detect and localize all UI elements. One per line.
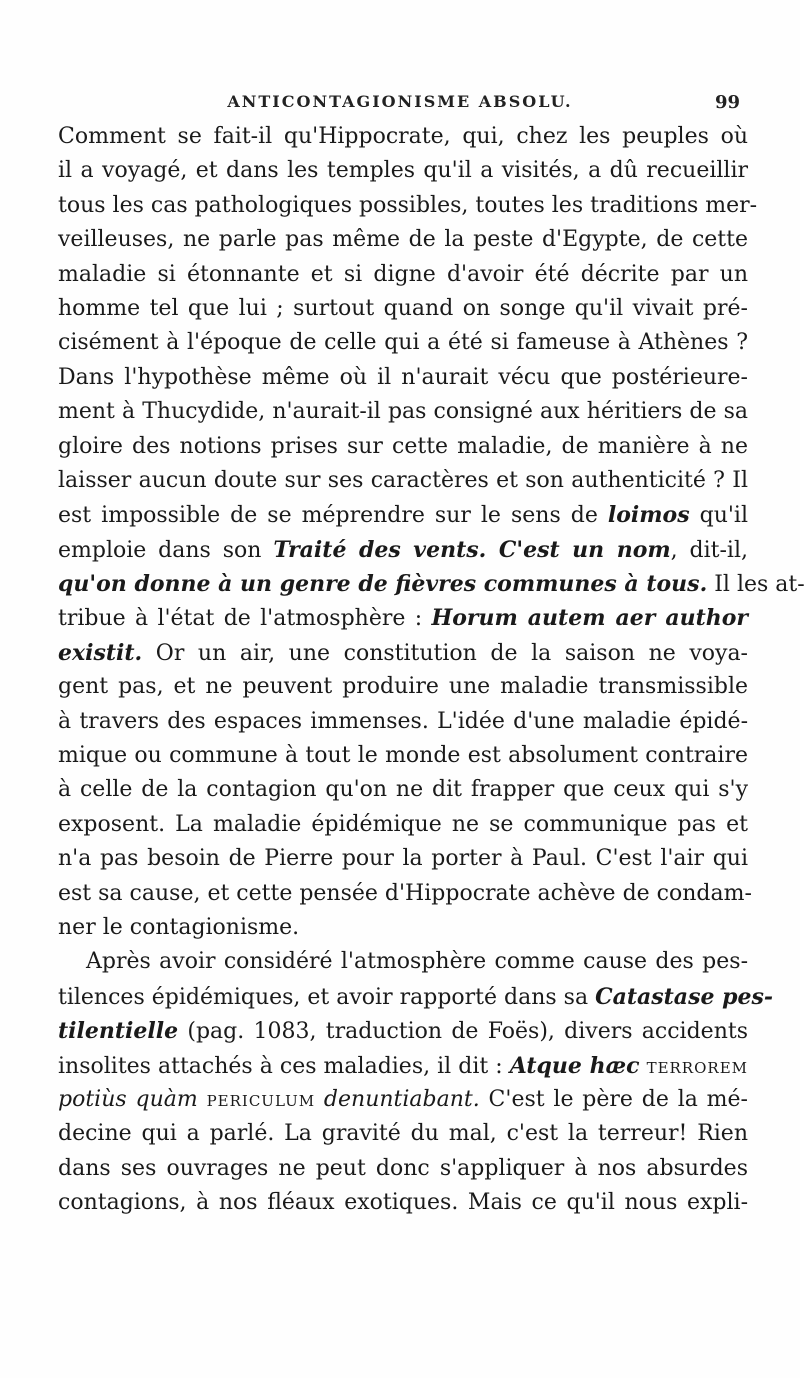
text-line: gloire des notions prises sur cette maladie, de manière à ne [58, 433, 748, 459]
text-line: mique ou commune à tout le monde est absolument contraire [58, 743, 748, 769]
italic-title-catastase-end: tilentielle [58, 1018, 179, 1045]
text-line: Dans l'hypothèse même où il n'aurait vécu que postérieure- [58, 364, 748, 390]
latin-quote-end: existit. [58, 639, 143, 666]
body-text [58, 120, 805, 1221]
text-line: emploie dans son Traité des vents. C'est un nom, dit-il, [58, 536, 748, 563]
text-line: gent pas, et ne peuvent produire une maladie transmissible [58, 674, 748, 700]
small-caps-periculum: periculum [206, 1086, 316, 1112]
small-caps-terrorem: terrorem [646, 1053, 749, 1079]
text-line: contagions, à nos fléaux exotiques. Mais ce qu'il nous expli- [58, 1190, 748, 1216]
running-title: ANTICONTAGIONISME ABSOLU. [227, 92, 573, 111]
text-line: maladie si étonnante et si digne d'avoir été décrite par un [58, 261, 748, 287]
italic-title-traite: Traité des vents. C'est un nom [273, 536, 671, 563]
text-line: tilentielle (pag. 1083, traduction de Foës), divers accidents [58, 1018, 748, 1045]
text-line: insolites attachés à ces maladies, il dit : Atque hæc terrorem [58, 1052, 749, 1079]
text-line: est impossible de se méprendre sur le sens de loimos qu'il [58, 502, 748, 529]
text-line: ner le contagionisme. [58, 914, 300, 940]
text-line: veilleuses, ne parle pas même de la peste d'Egypte, de cette [58, 227, 748, 253]
latin-quote-atque: Atque hæc [509, 1052, 640, 1079]
text-line: tous les cas pathologiques possibles, toutes les traditions mer- [58, 192, 758, 218]
text-line: ment à Thucydide, n'aurait-il pas consigné aux héritiers de sa [58, 399, 748, 425]
running-head [60, 92, 740, 116]
text-line: à celle de la contagion qu'on ne dit frapper que ceux qui s'y [58, 777, 748, 803]
text-line: qu'on donne à un genre de fièvres communes à tous. Il les at- [58, 571, 805, 598]
italic-quote: qu'on donne à un genre de fièvres communes à tous. [58, 571, 708, 598]
text-line: il a voyagé, et dans les temples qu'il a visités, a dû recueillir [58, 158, 748, 184]
italic-title-catastase: Catastase pes- [595, 983, 774, 1010]
text-line: potiùs quàm periculum denuntiabant. C'est le père de la mé- [58, 1086, 748, 1112]
italic-term-loimos: loimos [607, 502, 690, 529]
text-line: tilences épidémiques, et avoir rapporté dans sa Catastase pes- [58, 983, 774, 1010]
text-line: n'a pas besoin de Pierre pour la porter à Paul. C'est l'air qui [58, 846, 748, 872]
text-line: cisément à l'époque de celle qui a été si fameuse à Athènes ? [58, 330, 748, 356]
text-line: tribue à l'état de l'atmosphère : Horum autem aer author [58, 605, 748, 632]
latin-quote-potius: potiùs quàm [58, 1086, 198, 1112]
text-line: Comment se fait-il qu'Hippocrate, qui, chez les peuples où [58, 124, 748, 149]
text-line: decine qui a parlé. La gravité du mal, c'est la terreur! Rien [58, 1121, 748, 1147]
text-line: exposent. La maladie épidémique ne se communique pas et [58, 811, 748, 837]
latin-quote: Horum autem aer author [431, 605, 748, 632]
text-line: à travers des espaces immenses. L'idée d'une maladie épidé- [58, 708, 748, 734]
text-line: existit. Or un air, une constitution de la saison ne voya- [58, 639, 748, 666]
text-line: homme tel que lui ; surtout quand on songe qu'il vivait pré- [58, 295, 748, 321]
page-number: 99 [714, 92, 740, 113]
text-line: est sa cause, et cette pensée d'Hippocrate achève de condam- [58, 880, 752, 906]
text-line: dans ses ouvrages ne peut donc s'appliquer à nos absurdes [58, 1155, 748, 1181]
text-line: laisser aucun doute sur ses caractères et son authenticité ? Il [58, 467, 748, 493]
text-line: Après avoir considéré l'atmosphère comme cause des pes- [86, 949, 748, 975]
latin-quote-denuntiabant: denuntiabant. [323, 1086, 480, 1112]
